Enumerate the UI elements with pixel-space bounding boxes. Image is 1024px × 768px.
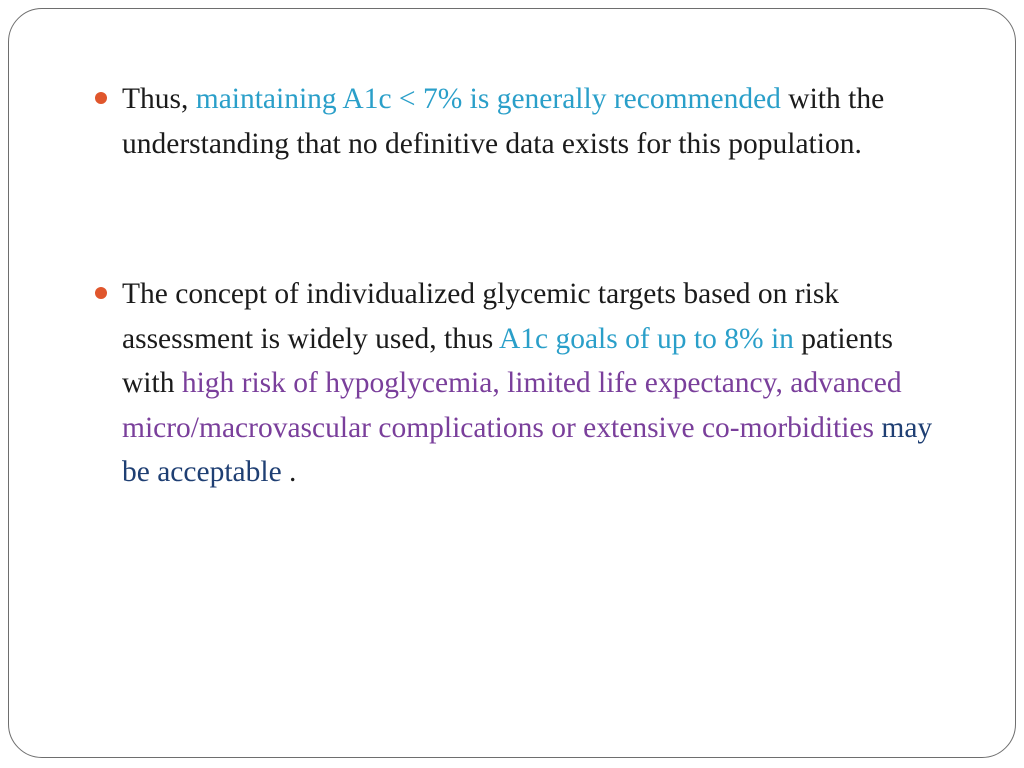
highlight-segment-navy: may be acceptable [122,411,933,488]
text-segment: Thus, [122,83,196,115]
bullet-text [122,278,932,488]
text-segment: patients with [122,322,894,399]
text-segment: The concept of individualized glycemic targets based on risk assessment is widely used, thus [122,278,840,355]
highlight-segment-purple: high risk of hypoglycemia, limited life expectancy, advanced micro/macrovascular complications or extensive co-morbidities [122,367,902,444]
bullet-item [122,77,942,166]
slide-frame [8,8,1016,758]
bullet-item [122,272,942,495]
highlight-segment-cyan: A1c goals of up to 8% in [498,322,794,355]
bullet-text [122,83,884,160]
text-segment: with the understanding that no definitive data exists for this population. [122,83,885,160]
highlight-segment-cyan: maintaining A1c < 7% is generally recommended [195,83,781,115]
text-segment: . [281,456,297,488]
bullet-dot-icon [95,287,107,299]
bullet-dot-icon [95,92,107,104]
